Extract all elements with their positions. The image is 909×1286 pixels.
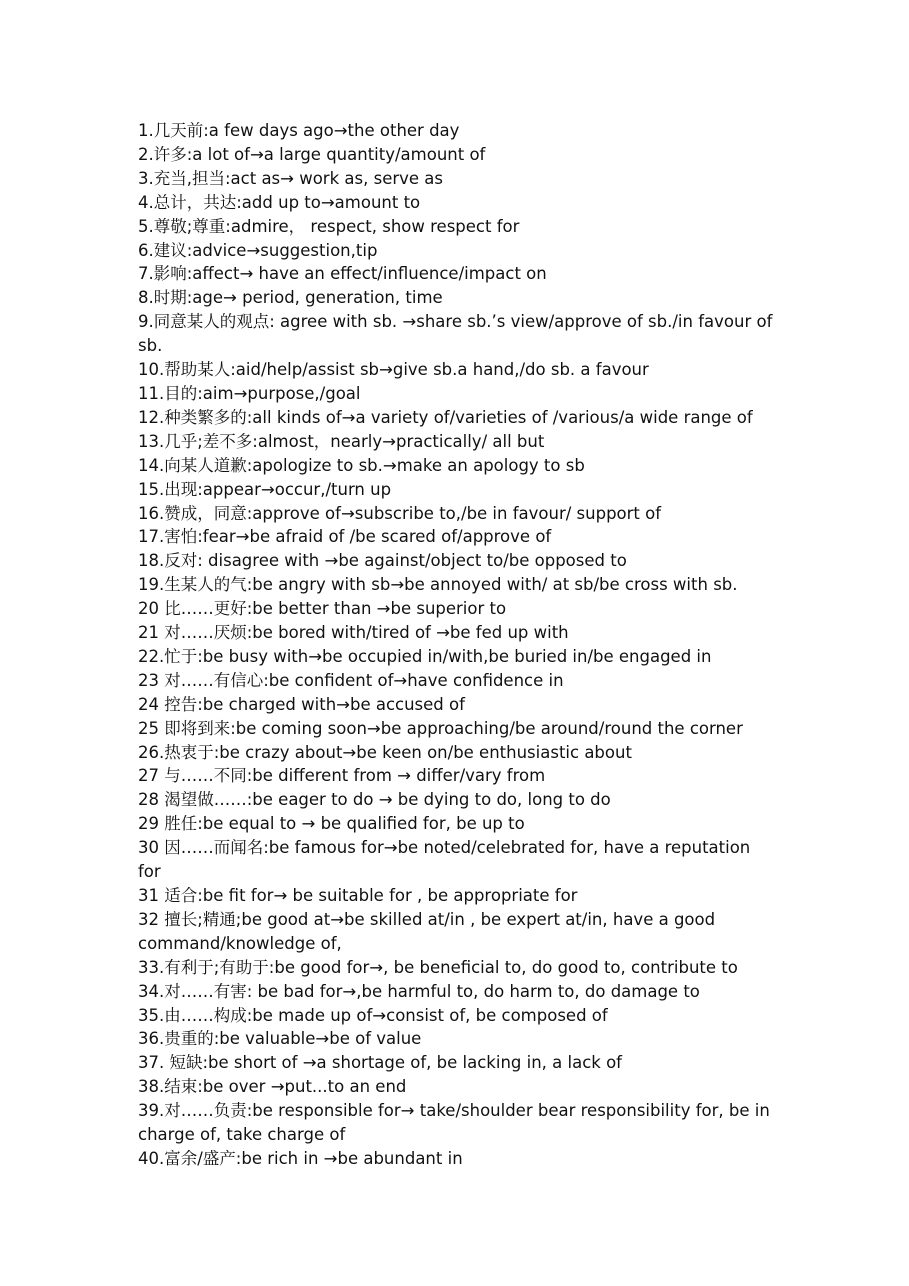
list-item: 16.赞成，同意:approve of→subscribe to,/be in favour/ support of	[138, 503, 662, 523]
list-item: 26.热衷于:be crazy about→be keen on/be enthusiastic about	[138, 742, 632, 762]
list-item: 5.尊敬;尊重:admire， respect, show respect for	[138, 216, 520, 236]
list-item: 24 控告:be charged with→be accused of	[138, 694, 465, 714]
list-item: 23 对……有信心:be confident of→have confidence in	[138, 670, 564, 690]
list-item: 29 胜任:be equal to → be qualified for, be up to	[138, 814, 525, 834]
list-item: 6.建议:advice→suggestion,tip	[138, 240, 378, 260]
list-item: 1.几天前:a few days ago→the other day	[138, 121, 460, 140]
list-item: 25 即将到来:be coming soon→be approaching/be around/round the corner	[138, 718, 743, 738]
list-item: 38.结束:be over →put...to an end	[138, 1077, 407, 1097]
list-item: 18.反对: disagree with →be against/object to/be opposed to	[138, 551, 627, 571]
list-item: 8.时期:age→ period, generation, time	[138, 288, 443, 308]
list-item: 36.贵重的:be valuable→be of value	[138, 1029, 422, 1049]
list-item: 21 对……厌烦:be bored with/tired of →be fed up with	[138, 623, 569, 643]
list-item: 3.充当,担当:act as→ work as, serve as	[138, 168, 443, 188]
list-item: 17.害怕:fear→be afraid of /be scared of/approve of	[138, 527, 552, 547]
list-item: 28 渴望做……:be eager to do → be dying to do, long to do	[138, 790, 611, 810]
list-item: 4.总计，共达:add up to→amount to	[138, 192, 421, 212]
list-item: 33.有利于;有助于:be good for→, be beneficial to, do good to, contribute to	[138, 957, 738, 977]
list-item: 35.由……构成:be made up of→consist of, be composed of	[138, 1005, 608, 1025]
list-item: 34.对……有害: be bad for→,be harmful to, do harm to, do damage to	[138, 981, 700, 1001]
list-item: 19.生某人的气:be angry with sb→be annoyed with/ at sb/be cross with sb.	[138, 575, 738, 595]
list-item: 27 与……不同:be different from → differ/vary from	[138, 766, 546, 786]
list-item: 11.目的:aim→purpose,/goal	[138, 383, 361, 403]
list-item: 14.向某人道歉:apologize to sb.→make an apology to sb	[138, 455, 585, 475]
list-item: 22.忙于:be busy with→be occupied in/with,be buried in/be engaged in	[138, 646, 712, 666]
list-item: 10.帮助某人:aid/help/assist sb→give sb.a hand,/do sb. a favour	[138, 360, 649, 380]
list-item: 31 适合:be fit for→ be suitable for , be appropriate for	[138, 886, 578, 905]
list-item: 15.出现:appear→occur,/turn up	[138, 479, 392, 499]
list-item: 39.对……负责:be responsible for→ take/shoulder bear responsibility for, be in charge of, take charge of	[138, 1101, 770, 1145]
list-item: 30 因……而闻名:be famous for→be noted/celebrated for, have a reputation for	[138, 838, 751, 882]
list-item: 20 比……更好:be better than →be superior to	[138, 599, 507, 619]
list-item: 37. 短缺:be short of →a shortage of, be lacking in, a lack of	[138, 1053, 622, 1073]
list-item: 7.影响:affect→ have an effect/influence/impact on	[138, 264, 547, 284]
list-item: 40.富余/盛产:be rich in →be abundant in	[138, 1148, 463, 1168]
list-item: 12.种类繁多的:all kinds of→a variety of/varieties of /various/a wide range of	[138, 407, 753, 427]
list-item: 13.几乎;差不多:almost，nearly→practically/ all but	[138, 431, 545, 451]
list-item: 2.许多:a lot of→a large quantity/amount of	[138, 144, 486, 164]
list-item: 9.同意某人的观点: agree with sb. →share sb.’s view/approve of sb./in favour of sb.	[138, 312, 773, 356]
vocabulary-list	[138, 119, 778, 1171]
list-item: 32 擅长;精通;be good at→be skilled at/in , be expert at/in, have a good command/knowledge of,	[138, 909, 716, 953]
